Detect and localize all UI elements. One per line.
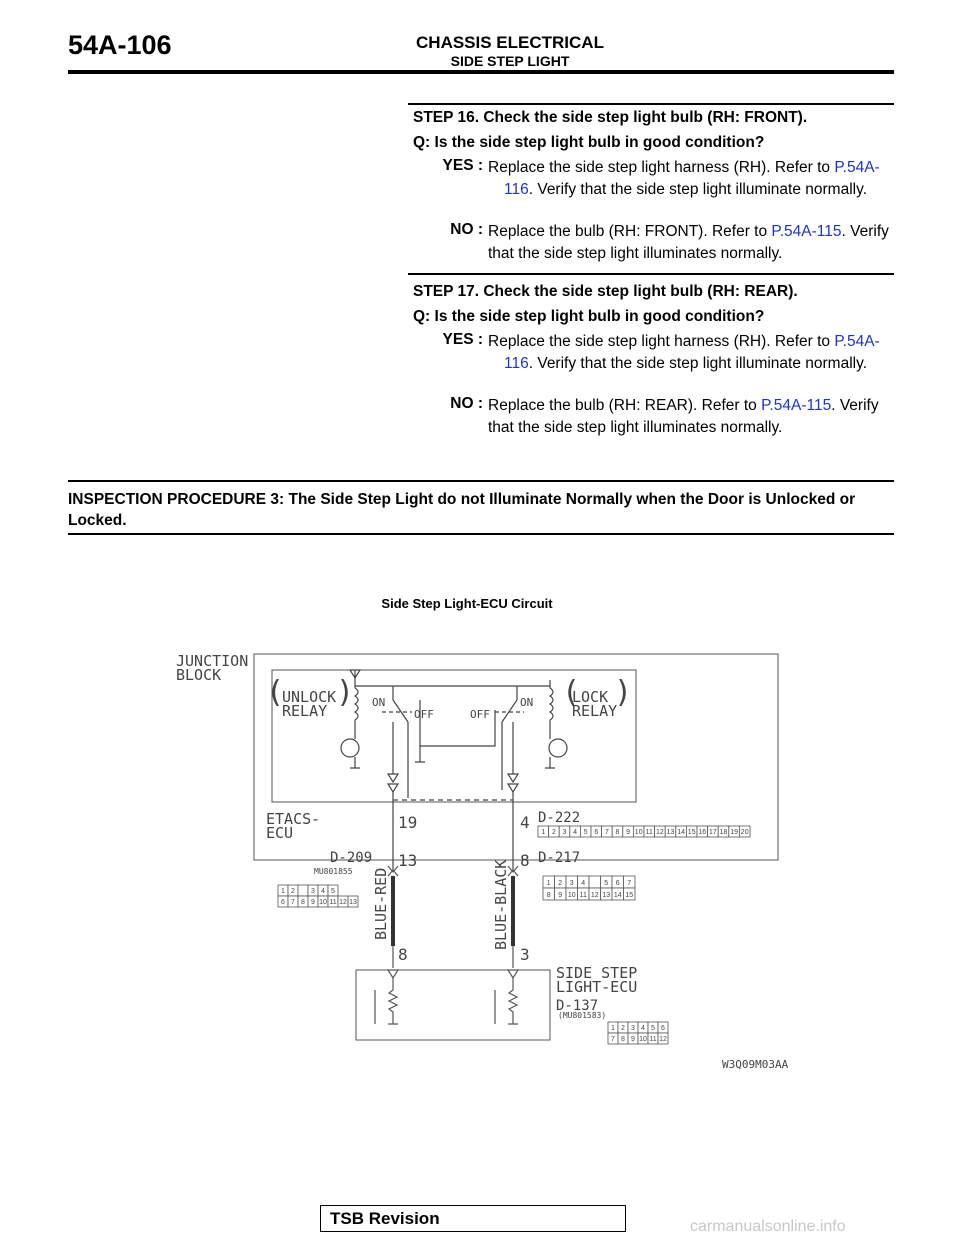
connector-pin-number: 14: [677, 829, 685, 836]
connector-d222: [538, 826, 750, 837]
circuit-diagram: [150, 640, 830, 1080]
connector-pin-number: 13: [349, 899, 357, 906]
header-rule: [68, 70, 894, 74]
connector-d137: [608, 1022, 668, 1044]
pin-19: 19: [398, 813, 418, 832]
connector-pin-number: 8: [621, 1036, 625, 1043]
junction-block-label-1: JUNCTION: [176, 652, 249, 670]
paren-right: ): [614, 675, 633, 710]
connector-pin-number: 2: [291, 888, 295, 895]
connector-pin-number: 6: [615, 880, 620, 887]
no-answer: [488, 221, 892, 265]
yes-link[interactable]: P.54A-116: [504, 159, 880, 198]
figure-title: Side Step Light-ECU Circuit: [381, 596, 553, 611]
yes-text-post: . Verify that the side step light illuminate normally.: [528, 355, 868, 372]
yes-link[interactable]: P.54A-116: [504, 333, 880, 372]
tsb-revision: TSB Revision: [330, 1209, 440, 1228]
lock-coil: [550, 680, 553, 730]
connector-pin-number: 9: [311, 899, 315, 906]
lock-relay-label-2: RELAY: [572, 702, 618, 720]
switch-on-left: ON: [372, 696, 386, 709]
connector-pin-number: 20: [740, 829, 749, 836]
yes-text-pre: Replace the side step light harness (RH). Refer to: [488, 159, 835, 176]
side-step-ecu-frame: [356, 970, 550, 1040]
section-subtitle: SIDE STEP LIGHT: [450, 53, 570, 69]
connector-d209-label: D-209: [330, 850, 373, 866]
connector-pin-number: 6: [281, 899, 285, 906]
connector-pin-number: 9: [631, 1036, 635, 1043]
pin-8-top: 8: [520, 851, 530, 870]
connector-pin-number: 1: [541, 829, 546, 836]
inspection-rule-top: [68, 480, 894, 482]
no-text-post: . Verify that the side step light illuminates normally.: [488, 397, 879, 436]
connector-pin-number: 13: [666, 829, 675, 836]
connector-pin-number: 9: [558, 892, 563, 899]
wire-label-blue-black: BLUE-BLACK: [492, 859, 510, 950]
connector-pin-number: 9: [626, 829, 631, 836]
paren-left: (: [562, 675, 581, 710]
section-title: CHASSIS ELECTRICAL: [416, 33, 604, 52]
pin-3: 3: [520, 945, 530, 964]
connector-d209-part: MU801855: [314, 867, 353, 876]
side-step-ecu-label-1: SIDE STEP: [556, 964, 638, 982]
pin-13: 13: [398, 851, 418, 870]
connector-pin-number: 14: [613, 892, 622, 899]
pin-4: 4: [520, 813, 530, 832]
connector-pin-number: 10: [567, 892, 576, 899]
no-label: NO :: [450, 221, 483, 238]
connector-pin-number: 4: [573, 829, 578, 836]
step-rule: [408, 103, 894, 105]
pin-8-bottom: 8: [398, 945, 408, 964]
connector-pin-number: 3: [569, 880, 574, 887]
connector-pin-number: 2: [551, 829, 556, 836]
connector-pin-number: 3: [631, 1025, 635, 1032]
etacs-label-2: ECU: [266, 824, 294, 842]
no-text-post: . Verify that the side step light illuminates normally.: [488, 223, 889, 262]
step-question: Q: Is the side step light bulb in good condition?: [413, 134, 765, 151]
page-number: 54A-106: [68, 30, 172, 60]
connector-pin-number: 12: [339, 899, 347, 906]
step-rule: [408, 273, 894, 275]
connector-pin-number: 16: [698, 829, 707, 836]
no-label: NO :: [450, 395, 483, 412]
connector-pin-number: 17: [709, 829, 717, 836]
connector-pin-number: 11: [329, 899, 337, 906]
connector-pin-number: 5: [583, 829, 588, 836]
connector-pin-number: 7: [627, 880, 632, 887]
connector-pin-number: 6: [594, 829, 599, 836]
connector-d137-label: D-137: [556, 998, 599, 1014]
no-answer: [488, 395, 892, 439]
connector-pin-number: 11: [649, 1036, 657, 1043]
connector-pin-number: 2: [558, 880, 563, 887]
connector-pin-number: 15: [687, 829, 696, 836]
connector-pin-number: 8: [615, 829, 620, 836]
connector-pin-number: 6: [661, 1025, 665, 1032]
connector-pin-number: 4: [581, 880, 586, 887]
transistor-left: [341, 739, 359, 757]
switch-on-right: ON: [520, 696, 534, 709]
connector-pin-number: 12: [659, 1036, 667, 1043]
connector-pin-number: 1: [281, 888, 285, 895]
connector-pin-number: 2: [621, 1025, 625, 1032]
connector-pin-number: 7: [611, 1036, 615, 1043]
yes-label: YES :: [442, 331, 483, 348]
connector-pin-number: 10: [639, 1036, 647, 1043]
connector-pin-number: 13: [602, 892, 611, 899]
step-title: STEP 16. Check the side step light bulb (RH: FRONT).: [413, 109, 808, 126]
connector-pin-number: 8: [301, 899, 305, 906]
lock-relay-label-1: LOCK: [572, 688, 609, 706]
connector-d217-label: D-217: [538, 850, 581, 866]
connector-pin-number: 10: [319, 899, 327, 906]
connector-d209: [278, 885, 358, 907]
connector-pin-number: 4: [321, 888, 325, 895]
switch-off-left: OFF: [414, 708, 434, 721]
connector-pin-number: 7: [291, 899, 295, 906]
connector-d217: [543, 876, 635, 900]
connector-pin-number: 18: [719, 829, 728, 836]
no-text-pre: Replace the bulb (RH: REAR). Refer to: [488, 397, 762, 414]
connector-pin-cell: [589, 876, 601, 888]
connector-pin-number: 7: [604, 829, 609, 836]
connector-pin-number: 15: [625, 892, 634, 899]
no-link[interactable]: P.54A-115: [761, 397, 832, 414]
yes-text-post: . Verify that the side step light illuminate normally.: [528, 181, 868, 198]
yes-answer: [488, 331, 892, 375]
switch-off-right: OFF: [470, 708, 490, 721]
connector-pin-number: 10: [634, 829, 643, 836]
connector-pin-number: 19: [730, 829, 738, 836]
connector-pin-number: 12: [656, 829, 664, 836]
connector-pin-number: 12: [590, 892, 599, 899]
connector-d222-label: D-222: [538, 810, 581, 826]
paren-right: ): [336, 675, 355, 710]
connector-pin-number: 8: [546, 892, 551, 899]
unlock-relay-label-1: UNLOCK: [282, 688, 337, 706]
step-question: Q: Is the side step light bulb in good condition?: [413, 308, 765, 325]
yes-label: YES :: [442, 157, 483, 174]
no-text-pre: Replace the bulb (RH: FRONT). Refer to: [488, 223, 772, 240]
figure-code: W3Q09M03AA: [722, 1058, 789, 1071]
etacs-label-1: ETACS-: [266, 810, 321, 828]
wire-label-blue-red: BLUE-RED: [372, 867, 390, 940]
paren-left: (: [266, 675, 285, 710]
connector-pin-number: 4: [641, 1025, 645, 1032]
connector-d137-part: (MU801583): [558, 1011, 607, 1020]
connector-pin-number: 1: [546, 880, 551, 887]
no-link[interactable]: P.54A-115: [771, 223, 842, 240]
inspection-rule-bottom: [68, 533, 894, 535]
connector-pin-number: 5: [604, 880, 609, 887]
connector-pin-number: 11: [579, 892, 587, 899]
connector-pin-number: 11: [645, 829, 653, 836]
side-step-ecu-label-2: LIGHT-ECU: [556, 978, 638, 996]
step-title: STEP 17. Check the side step light bulb (RH: REAR).: [413, 283, 798, 300]
connector-pin-number: 3: [311, 888, 315, 895]
connector-pin-number: 1: [611, 1025, 615, 1032]
transistor-right: [549, 739, 567, 757]
inspection-heading: INSPECTION PROCEDURE 3: The Side Step Light do not Illuminate Normally when the Door is Unlocked or Locked.: [68, 491, 856, 529]
yes-answer: [488, 157, 892, 201]
unlock-relay-label-2: RELAY: [282, 702, 328, 720]
connector-pin-number: 5: [651, 1025, 655, 1032]
connector-pin-number: 5: [331, 888, 335, 895]
connector-pin-number: 3: [562, 829, 567, 836]
watermark: carmanualsonline.info: [690, 1218, 846, 1235]
unlock-coil: [355, 670, 358, 730]
junction-block-label-2: BLOCK: [176, 666, 222, 684]
yes-text-pre: Replace the side step light harness (RH). Refer to: [488, 333, 835, 350]
connector-pin-cell: [298, 885, 308, 896]
